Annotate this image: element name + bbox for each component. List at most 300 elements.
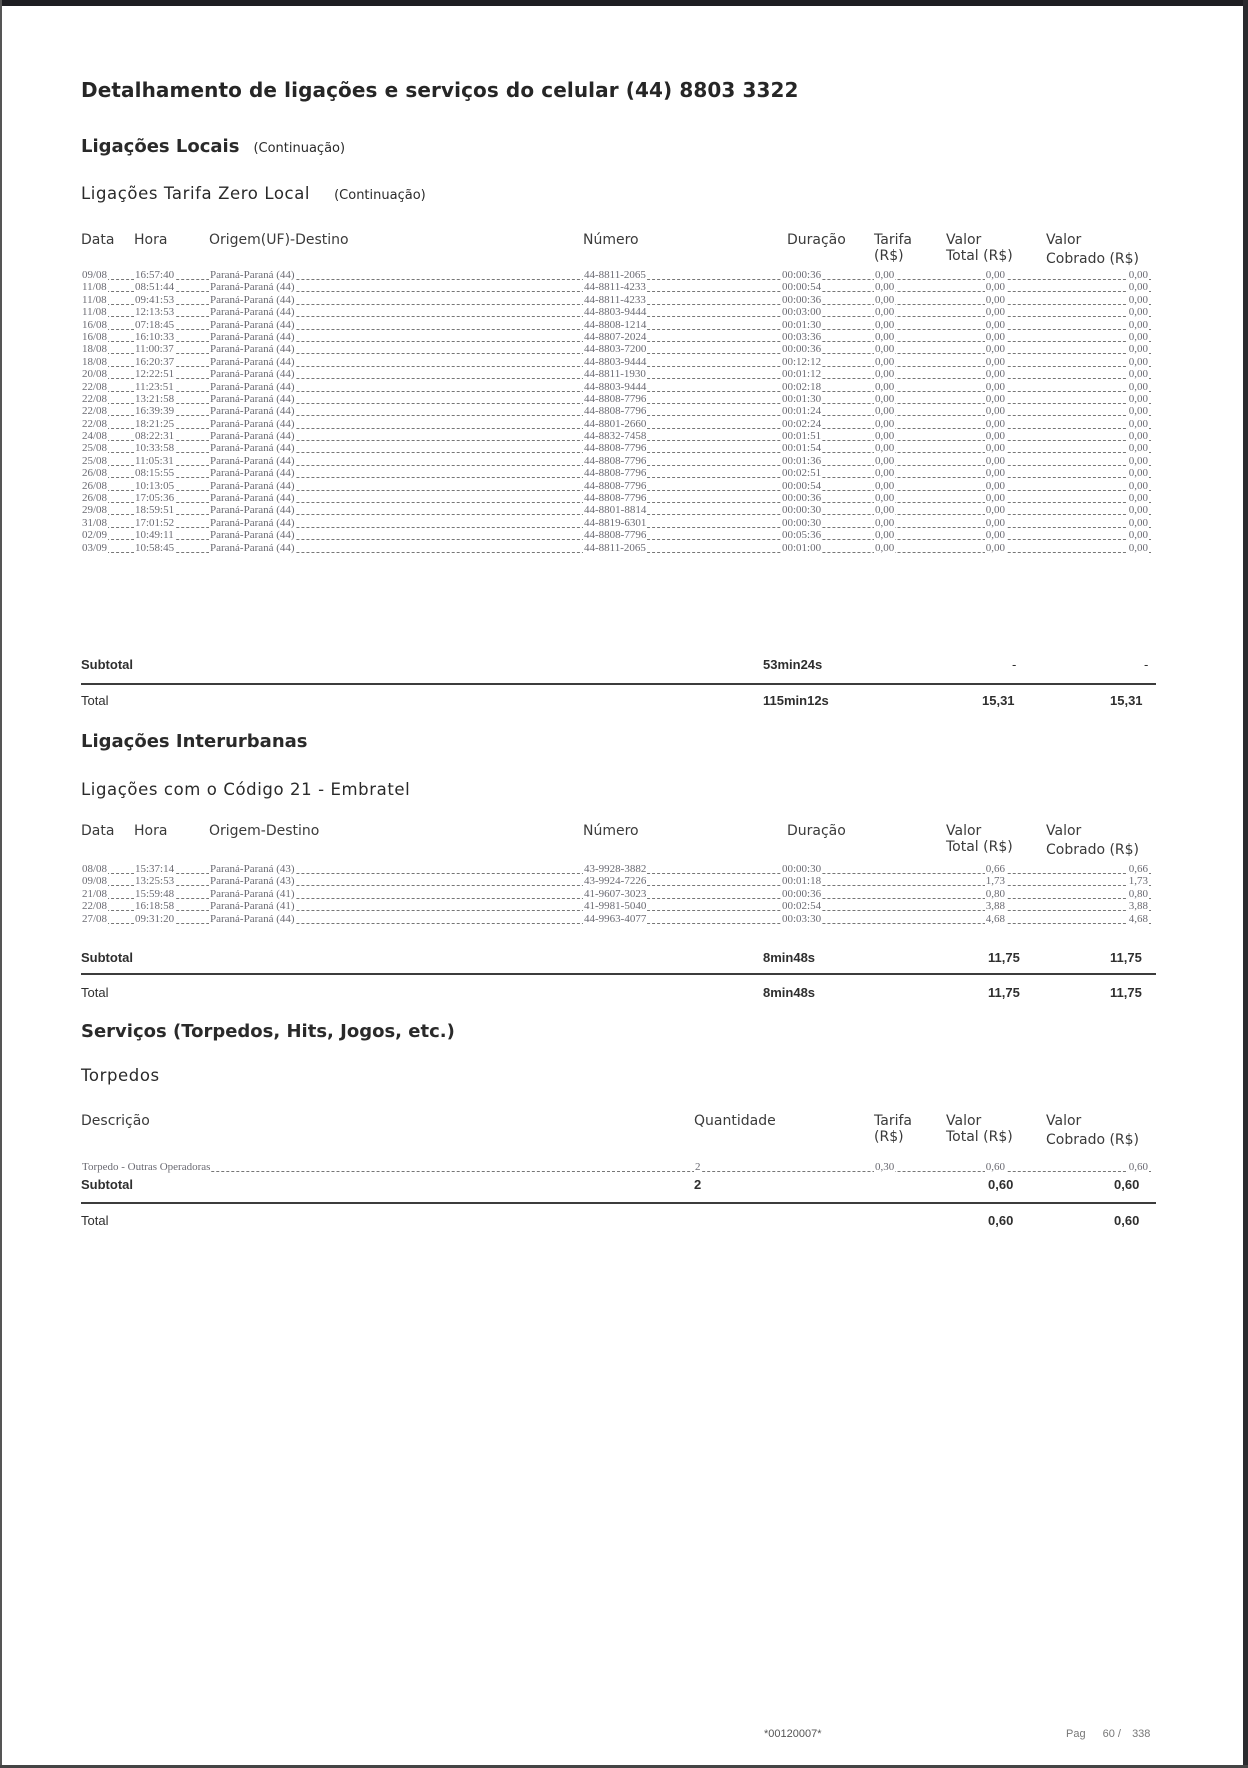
cell-origem: Paraná-Paraná (44) bbox=[210, 330, 295, 343]
cell-numero: 44-8808-7796 bbox=[584, 392, 647, 405]
scan-border-right bbox=[1243, 0, 1248, 1768]
cell-numero: 44-8811-4233 bbox=[584, 293, 646, 306]
section-heading-servicos: Serviços (Torpedos, Hits, Jogos, etc.) bbox=[81, 1021, 455, 1042]
col-header-duracao: Duração bbox=[787, 823, 846, 839]
subsection-heading-tarifa-zero bbox=[81, 184, 426, 203]
table-row bbox=[81, 480, 1151, 492]
cell-hora: 17:01:52 bbox=[135, 516, 175, 529]
cell-tarifa: 0,00 bbox=[875, 504, 895, 517]
total-label: Total bbox=[81, 1213, 109, 1228]
cell-origem: Paraná-Paraná (41) bbox=[210, 887, 295, 900]
col-header-hora: Hora bbox=[134, 232, 168, 248]
cell-hora: 12:22:51 bbox=[135, 368, 175, 381]
cell-hora: 11:23:51 bbox=[135, 380, 174, 393]
cell-origem: Paraná-Paraná (44) bbox=[210, 306, 295, 319]
cell-numero: 44-8808-7796 bbox=[584, 467, 647, 480]
cell-hora: 10:33:58 bbox=[135, 442, 175, 455]
cell-tarifa: 0,00 bbox=[875, 293, 895, 306]
cell-duracao: 00:00:36 bbox=[782, 269, 822, 281]
cell-duracao: 00:02:24 bbox=[782, 417, 822, 430]
cell-origem: Paraná-Paraná (44) bbox=[210, 281, 295, 294]
cell-tarifa: 0,00 bbox=[875, 442, 895, 455]
table-row bbox=[81, 442, 1151, 454]
cell-valor-total: 0,80 bbox=[985, 887, 1005, 900]
cell-valor-cobrado: 0,00 bbox=[1128, 380, 1148, 393]
cell-data: 25/08 bbox=[82, 454, 108, 467]
col-header-valor-cobrado: Valor Cobrado (R$) bbox=[1046, 1113, 1140, 1148]
cell-data: 24/08 bbox=[82, 430, 108, 443]
cell-hora: 16:20:37 bbox=[135, 355, 175, 368]
cell-origem: Paraná-Paraná (44) bbox=[210, 529, 295, 542]
cell-duracao: 00:00:30 bbox=[782, 504, 822, 517]
total-row-locais bbox=[81, 693, 1151, 711]
cell-valor-cobrado: 0,00 bbox=[1128, 269, 1148, 281]
cell-data: 16/08 bbox=[82, 318, 108, 331]
cell-valor-cobrado: 0,00 bbox=[1128, 430, 1148, 443]
cell-origem: Paraná-Paraná (44) bbox=[210, 355, 295, 368]
cell-origem: Paraná-Paraná (44) bbox=[210, 516, 295, 529]
cell-origem: Paraná-Paraná (44) bbox=[210, 492, 295, 505]
cell-data: 22/08 bbox=[82, 392, 108, 405]
cell-valor-cobrado: 0,60 bbox=[1128, 1161, 1148, 1173]
cell-hora: 10:49:11 bbox=[135, 529, 174, 542]
subtotal-duracao: 53min24s bbox=[763, 657, 823, 672]
cell-hora: 09:41:53 bbox=[135, 293, 175, 306]
cell-duracao: 00:02:51 bbox=[782, 467, 822, 480]
table-row bbox=[81, 504, 1151, 516]
cell-hora: 13:21:58 bbox=[135, 392, 175, 405]
cell-numero: 44-8811-1930 bbox=[584, 368, 646, 381]
cell-numero: 44-8808-7796 bbox=[584, 492, 647, 505]
cell-tarifa: 0,00 bbox=[875, 306, 895, 319]
cell-valor-cobrado: 0,00 bbox=[1128, 492, 1148, 505]
barcode-code: *00120007* bbox=[764, 1728, 822, 1740]
cell-origem: Paraná-Paraná (44) bbox=[210, 912, 295, 925]
cell-origem: Paraná-Paraná (44) bbox=[210, 318, 295, 331]
table-body-interurbanas bbox=[81, 863, 1151, 925]
cell-numero: 44-9963-4077 bbox=[584, 912, 647, 925]
subtotal-row-servicos bbox=[81, 1177, 1151, 1195]
cell-numero: 44-8832-7458 bbox=[584, 430, 647, 443]
cell-valor-total: 0,00 bbox=[985, 430, 1005, 443]
cell-valor-cobrado: 0,00 bbox=[1128, 479, 1148, 492]
table-row bbox=[81, 430, 1151, 442]
cell-data: 29/08 bbox=[82, 504, 108, 517]
cell-origem: Paraná-Paraná (44) bbox=[210, 467, 295, 480]
subtotal-valor-cobrado: - bbox=[1144, 657, 1149, 672]
table-row bbox=[81, 343, 1151, 355]
cell-valor-cobrado: 0,00 bbox=[1128, 368, 1148, 381]
scan-border-left bbox=[0, 0, 2, 1768]
divider-rule bbox=[81, 683, 1156, 685]
cell-tarifa: 0,00 bbox=[875, 355, 895, 368]
col-header-valor-total: Valor Total (R$) bbox=[946, 823, 1013, 855]
cell-hora: 15:37:14 bbox=[135, 863, 175, 875]
col-header-quantidade: Quantidade bbox=[694, 1113, 776, 1129]
cell-data: 22/08 bbox=[82, 405, 108, 418]
cell-valor-total: 4,68 bbox=[985, 912, 1005, 925]
cell-numero: 44-8811-2065 bbox=[584, 541, 646, 554]
cell-data: 11/08 bbox=[82, 281, 107, 294]
cell-duracao: 00:03:30 bbox=[782, 912, 822, 925]
subtotal-label: Subtotal bbox=[81, 950, 133, 965]
total-valor-total: 0,60 bbox=[988, 1213, 1014, 1228]
cell-duracao: 00:00:54 bbox=[782, 281, 822, 294]
cell-valor-total: 0,00 bbox=[985, 306, 1005, 319]
total-row-interurbanas bbox=[81, 985, 1151, 1003]
total-duracao: 115min12s bbox=[763, 693, 829, 708]
cell-duracao: 00:00:36 bbox=[782, 887, 822, 900]
subtotal-valor-cobrado: 0,60 bbox=[1114, 1177, 1140, 1192]
table-row bbox=[81, 405, 1151, 417]
cell-duracao: 00:02:18 bbox=[782, 380, 822, 393]
cell-data: 26/08 bbox=[82, 467, 108, 480]
col-header-duracao: Duração bbox=[787, 232, 846, 248]
cell-origem: Paraná-Paraná (44) bbox=[210, 504, 295, 517]
cell-valor-cobrado: 0,00 bbox=[1128, 454, 1148, 467]
cell-valor-cobrado: 0,00 bbox=[1128, 504, 1148, 517]
table-row bbox=[81, 281, 1151, 293]
cell-numero: 44-8811-4233 bbox=[584, 281, 646, 294]
cell-hora: 10:58:45 bbox=[135, 541, 175, 554]
cell-data: 26/08 bbox=[82, 479, 108, 492]
col-header-data: Data bbox=[81, 232, 115, 248]
cell-hora: 17:05:36 bbox=[135, 492, 175, 505]
cell-valor-total: 0,00 bbox=[985, 516, 1005, 529]
total-label: Total bbox=[81, 693, 109, 708]
total-duracao: 8min48s bbox=[763, 985, 816, 1000]
cell-origem: Paraná-Paraná (44) bbox=[210, 541, 295, 554]
table-row bbox=[81, 269, 1151, 281]
cell-tarifa: 0,00 bbox=[875, 392, 895, 405]
cell-duracao: 00:00:30 bbox=[782, 516, 822, 529]
cell-tarifa: 0,00 bbox=[875, 343, 895, 356]
cell-valor-cobrado: 0,00 bbox=[1128, 281, 1148, 294]
cell-valor-cobrado: 0,00 bbox=[1128, 355, 1148, 368]
subtotal-quantidade: 2 bbox=[694, 1177, 702, 1192]
cell-duracao: 00:00:36 bbox=[782, 293, 822, 306]
cell-valor-total: 3,88 bbox=[985, 900, 1005, 913]
cell-hora: 18:21:25 bbox=[135, 417, 175, 430]
cell-data: 27/08 bbox=[82, 912, 108, 925]
cell-data: 03/09 bbox=[82, 541, 108, 554]
cell-tarifa: 0,00 bbox=[875, 417, 895, 430]
cell-numero: 44-8808-7796 bbox=[584, 529, 647, 542]
col-header-valor-total: Valor Total (R$) bbox=[946, 232, 1013, 264]
col-header-tarifa: Tarifa (R$) bbox=[874, 1113, 912, 1145]
cell-valor-cobrado: 0,00 bbox=[1128, 392, 1148, 405]
subtotal-duracao: 8min48s bbox=[763, 950, 816, 965]
cell-data: 22/08 bbox=[82, 417, 108, 430]
total-valor-cobrado: 0,60 bbox=[1114, 1213, 1140, 1228]
cell-numero: 43-9924-7226 bbox=[584, 875, 647, 888]
cell-valor-total: 0,00 bbox=[985, 355, 1005, 368]
cell-valor-cobrado: 0,00 bbox=[1128, 541, 1148, 554]
col-header-numero: Número bbox=[583, 823, 639, 839]
cell-valor-cobrado: 0,00 bbox=[1128, 343, 1148, 356]
page-indicator bbox=[1066, 1728, 1150, 1740]
table-row bbox=[81, 888, 1151, 900]
cell-tarifa: 0,00 bbox=[875, 454, 895, 467]
cell-quantidade: 2 bbox=[695, 1161, 701, 1173]
subtotal-valor-cobrado: 11,75 bbox=[1110, 950, 1142, 965]
cell-tarifa: 0,00 bbox=[875, 368, 895, 381]
cell-origem: Paraná-Paraná (44) bbox=[210, 417, 295, 430]
cell-numero: 44-8811-2065 bbox=[584, 269, 646, 281]
cell-duracao: 00:00:36 bbox=[782, 343, 822, 356]
cell-valor-total: 1,73 bbox=[985, 875, 1005, 888]
cell-tarifa: 0,00 bbox=[875, 529, 895, 542]
cell-origem: Paraná-Paraná (44) bbox=[210, 293, 295, 306]
cell-duracao: 00:01:00 bbox=[782, 541, 822, 554]
cell-valor-cobrado: 0,00 bbox=[1128, 293, 1148, 306]
cell-origem: Paraná-Paraná (44) bbox=[210, 430, 295, 443]
table-row bbox=[81, 1161, 1151, 1173]
cell-valor-cobrado: 0,66 bbox=[1128, 863, 1148, 875]
cell-duracao: 00:03:00 bbox=[782, 306, 822, 319]
cell-valor-total: 0,00 bbox=[985, 293, 1005, 306]
col-header-tarifa: Tarifa (R$) bbox=[874, 232, 912, 264]
subtotal-label: Subtotal bbox=[81, 657, 133, 672]
cell-valor-cobrado: 0,00 bbox=[1128, 417, 1148, 430]
table-row bbox=[81, 381, 1151, 393]
cell-origem: Paraná-Paraná (44) bbox=[210, 479, 295, 492]
cell-hora: 08:51:44 bbox=[135, 281, 175, 294]
cell-numero: 44-8808-7796 bbox=[584, 405, 647, 418]
cell-data: 21/08 bbox=[82, 887, 108, 900]
cell-origem: Paraná-Paraná (44) bbox=[210, 368, 295, 381]
cell-tarifa: 0,00 bbox=[875, 330, 895, 343]
cell-valor-total: 0,00 bbox=[985, 504, 1005, 517]
cell-tarifa: 0,00 bbox=[875, 467, 895, 480]
cell-origem: Paraná-Paraná (44) bbox=[210, 442, 295, 455]
subsection-heading-embratel: Ligações com o Código 21 - Embratel bbox=[81, 780, 411, 799]
cell-data: 22/08 bbox=[82, 900, 108, 913]
cell-valor-cobrado: 4,68 bbox=[1128, 912, 1148, 925]
cell-origem: Paraná-Paraná (44) bbox=[210, 380, 295, 393]
cell-valor-cobrado: 0,00 bbox=[1128, 318, 1148, 331]
subtotal-label: Subtotal bbox=[81, 1177, 133, 1192]
cell-valor-total: 0,00 bbox=[985, 529, 1005, 542]
table-row bbox=[81, 393, 1151, 405]
cell-numero: 44-8803-9444 bbox=[584, 380, 647, 393]
cell-duracao: 00:01:30 bbox=[782, 392, 822, 405]
col-header-origem: Origem(UF)-Destino bbox=[209, 232, 349, 248]
col-header-valor-cobrado: Valor Cobrado (R$) bbox=[1046, 232, 1140, 267]
table-row bbox=[81, 529, 1151, 541]
cell-valor-cobrado: 0,00 bbox=[1128, 442, 1148, 455]
cell-tarifa: 0,00 bbox=[875, 281, 895, 294]
cell-valor-total: 0,00 bbox=[985, 269, 1005, 281]
cell-duracao: 00:00:30 bbox=[782, 863, 822, 875]
cell-hora: 15:59:48 bbox=[135, 887, 175, 900]
col-header-origem: Origem-Destino bbox=[209, 823, 320, 839]
cell-valor-total: 0,00 bbox=[985, 318, 1005, 331]
col-header-numero: Número bbox=[583, 232, 639, 248]
table-row bbox=[81, 368, 1151, 380]
page-number: 60 / bbox=[1102, 1728, 1121, 1740]
cell-hora: 08:15:55 bbox=[135, 467, 175, 480]
cell-tarifa: 0,00 bbox=[875, 405, 895, 418]
cell-origem: Paraná-Paraná (43) bbox=[210, 875, 295, 888]
cell-data: 18/08 bbox=[82, 355, 108, 368]
cell-numero: 44-8807-2024 bbox=[584, 330, 647, 343]
col-header-valor-total: Valor Total (R$) bbox=[946, 1113, 1013, 1145]
cell-duracao: 00:01:30 bbox=[782, 318, 822, 331]
cell-duracao: 00:01:36 bbox=[782, 454, 822, 467]
cell-duracao: 00:01:24 bbox=[782, 405, 822, 418]
page-label: Pag bbox=[1066, 1728, 1086, 1740]
table-row bbox=[81, 517, 1151, 529]
cell-tarifa: 0,00 bbox=[875, 380, 895, 393]
table-row bbox=[81, 294, 1151, 306]
cell-valor-cobrado: 0,80 bbox=[1128, 887, 1148, 900]
table-row bbox=[81, 900, 1151, 912]
subsection-heading-torpedos: Torpedos bbox=[81, 1066, 160, 1085]
col-header-data: Data bbox=[81, 823, 115, 839]
table-row bbox=[81, 356, 1151, 368]
cell-tarifa: 0,00 bbox=[875, 541, 895, 554]
cell-hora: 10:13:05 bbox=[135, 479, 175, 492]
cell-duracao: 00:00:54 bbox=[782, 479, 822, 492]
cell-valor-cobrado: 1,73 bbox=[1128, 875, 1148, 888]
cell-numero: 44-8808-7796 bbox=[584, 454, 647, 467]
cell-tarifa: 0,00 bbox=[875, 430, 895, 443]
table-row bbox=[81, 875, 1151, 887]
cell-valor-cobrado: 0,00 bbox=[1128, 306, 1148, 319]
continuation-note: (Continuação) bbox=[253, 141, 346, 156]
cell-valor-cobrado: 0,00 bbox=[1128, 330, 1148, 343]
cell-origem: Paraná-Paraná (44) bbox=[210, 454, 295, 467]
total-label: Total bbox=[81, 985, 109, 1000]
table-row bbox=[81, 913, 1151, 925]
table-row bbox=[81, 306, 1151, 318]
cell-valor-total: 0,00 bbox=[985, 492, 1005, 505]
table-row bbox=[81, 492, 1151, 504]
table-row bbox=[81, 418, 1151, 430]
table-row bbox=[81, 863, 1151, 875]
cell-origem: Paraná-Paraná (43) bbox=[210, 863, 295, 875]
table-row bbox=[81, 467, 1151, 479]
cell-valor-total: 0,00 bbox=[985, 467, 1005, 480]
cell-numero: 44-8808-7796 bbox=[584, 479, 647, 492]
cell-valor-cobrado: 0,00 bbox=[1128, 516, 1148, 529]
cell-numero: 44-8801-2660 bbox=[584, 417, 647, 430]
section-heading-text: Ligações Locais bbox=[81, 136, 240, 157]
cell-valor-cobrado: 0,00 bbox=[1128, 529, 1148, 542]
cell-valor-cobrado: 0,00 bbox=[1128, 405, 1148, 418]
cell-origem: Paraná-Paraná (44) bbox=[210, 405, 295, 418]
cell-valor-total: 0,00 bbox=[985, 330, 1005, 343]
cell-duracao: 00:01:18 bbox=[782, 875, 822, 888]
cell-tarifa: 0,00 bbox=[875, 492, 895, 505]
subtotal-row-interurbanas bbox=[81, 950, 1151, 968]
table-row bbox=[81, 331, 1151, 343]
cell-valor-cobrado: 3,88 bbox=[1128, 900, 1148, 913]
cell-numero: 41-9981-5040 bbox=[584, 900, 647, 913]
cell-duracao: 00:05:36 bbox=[782, 529, 822, 542]
cell-valor-cobrado: 0,00 bbox=[1128, 467, 1148, 480]
total-row-servicos bbox=[81, 1213, 1151, 1231]
table-row bbox=[81, 319, 1151, 331]
cell-numero: 44-8803-9444 bbox=[584, 306, 647, 319]
cell-origem: Paraná-Paraná (44) bbox=[210, 269, 295, 281]
cell-valor-total: 0,00 bbox=[985, 479, 1005, 492]
total-valor-cobrado: 15,31 bbox=[1110, 693, 1143, 708]
cell-duracao: 00:01:51 bbox=[782, 430, 822, 443]
cell-data: 09/08 bbox=[82, 269, 108, 281]
page-total: 338 bbox=[1132, 1728, 1151, 1740]
cell-data: 11/08 bbox=[82, 293, 107, 306]
page-title: Detalhamento de ligações e serviços do celular (44) 8803 3322 bbox=[81, 78, 799, 102]
cell-hora: 11:05:31 bbox=[135, 454, 174, 467]
cell-data: 31/08 bbox=[82, 516, 108, 529]
col-header-hora: Hora bbox=[134, 823, 168, 839]
cell-tarifa: 0,00 bbox=[875, 318, 895, 331]
subtotal-valor-total: 0,60 bbox=[988, 1177, 1014, 1192]
cell-duracao: 00:01:12 bbox=[782, 368, 822, 381]
cell-tarifa: 0,00 bbox=[875, 479, 895, 492]
cell-data: 16/08 bbox=[82, 330, 108, 343]
cell-tarifa: 0,00 bbox=[875, 269, 895, 281]
cell-valor-total: 0,66 bbox=[985, 863, 1005, 875]
cell-hora: 09:31:20 bbox=[135, 912, 175, 925]
cell-data: 25/08 bbox=[82, 442, 108, 455]
cell-origem: Paraná-Paraná (41) bbox=[210, 900, 295, 913]
cell-tarifa: 0,30 bbox=[875, 1161, 895, 1173]
section-heading-interurbanas: Ligações Interurbanas bbox=[81, 731, 308, 752]
cell-valor-total: 0,00 bbox=[985, 392, 1005, 405]
cell-numero: 44-8808-7796 bbox=[584, 442, 647, 455]
cell-valor-total: 0,00 bbox=[985, 417, 1005, 430]
cell-data: 08/08 bbox=[82, 863, 108, 875]
table-row bbox=[81, 455, 1151, 467]
cell-hora: 11:00:37 bbox=[135, 343, 174, 356]
cell-duracao: 00:00:36 bbox=[782, 492, 822, 505]
cell-data: 02/09 bbox=[82, 529, 108, 542]
cell-hora: 16:39:39 bbox=[135, 405, 175, 418]
cell-valor-total: 0,00 bbox=[985, 380, 1005, 393]
col-header-valor-cobrado: Valor Cobrado (R$) bbox=[1046, 823, 1140, 858]
total-valor-cobrado: 11,75 bbox=[1110, 985, 1142, 1000]
cell-hora: 08:22:31 bbox=[135, 430, 175, 443]
cell-valor-total: 0,00 bbox=[985, 405, 1005, 418]
cell-valor-total: 0,00 bbox=[985, 442, 1005, 455]
cell-hora: 13:25:53 bbox=[135, 875, 175, 888]
cell-data: 09/08 bbox=[82, 875, 108, 888]
cell-numero: 44-8808-1214 bbox=[584, 318, 647, 331]
subtotal-valor-total: - bbox=[1012, 657, 1017, 672]
cell-tarifa: 0,00 bbox=[875, 516, 895, 529]
continuation-note: (Continuação) bbox=[334, 188, 426, 203]
total-valor-total: 15,31 bbox=[982, 693, 1015, 708]
cell-numero: 41-9607-3023 bbox=[584, 887, 647, 900]
subsection-heading-text: Ligações Tarifa Zero Local bbox=[81, 184, 311, 203]
cell-duracao: 00:01:54 bbox=[782, 442, 822, 455]
cell-numero: 44-8803-7200 bbox=[584, 343, 647, 356]
table-body-locais bbox=[81, 269, 1151, 554]
cell-data: 20/08 bbox=[82, 368, 108, 381]
cell-hora: 12:13:53 bbox=[135, 306, 175, 319]
cell-numero: 44-8803-9444 bbox=[584, 355, 647, 368]
subtotal-row-locais bbox=[81, 657, 1151, 675]
cell-duracao: 00:03:36 bbox=[782, 330, 822, 343]
cell-data: 22/08 bbox=[82, 380, 108, 393]
cell-valor-total: 0,00 bbox=[985, 454, 1005, 467]
cell-data: 26/08 bbox=[82, 492, 108, 505]
divider-rule bbox=[81, 1202, 1156, 1204]
cell-duracao: 00:12:12 bbox=[782, 355, 822, 368]
